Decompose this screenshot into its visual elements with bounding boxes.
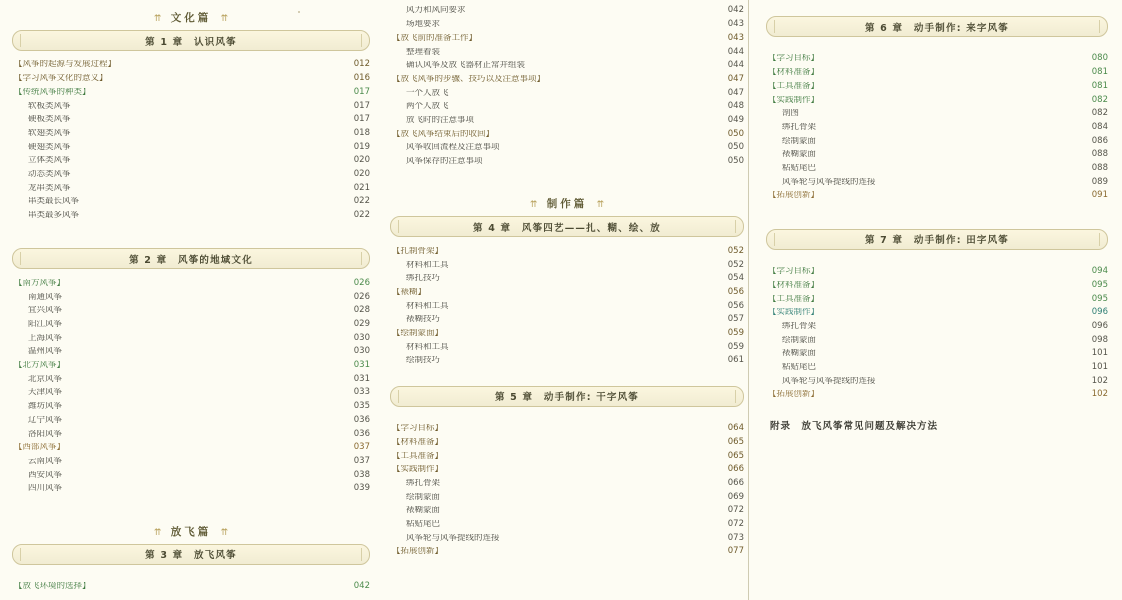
entry-title: 绑扎骨架 xyxy=(406,478,441,488)
list-item[interactable] xyxy=(12,154,370,168)
appendix-title: 附录 放飞风筝常见问题及解决方法 xyxy=(770,420,939,432)
entry-page: 081 xyxy=(1091,80,1108,91)
entry-title: 放飞时的注意事项 xyxy=(406,116,475,125)
entry-page: 057 xyxy=(727,314,744,325)
ornament-icon-right: ⇈ xyxy=(220,527,229,538)
entry-page: 082 xyxy=(1091,94,1108,105)
entry-title: 【学习目标】 xyxy=(768,54,820,64)
entry-page: 019 xyxy=(353,141,370,152)
entry-title: 【放飞风筝结束后的收回】 xyxy=(392,129,495,139)
entry-page: 036 xyxy=(353,414,370,425)
list-item[interactable] xyxy=(766,66,1108,80)
list-item[interactable] xyxy=(766,306,1108,320)
entry-title: 【实践制作】 xyxy=(768,95,820,105)
entry-page: 088 xyxy=(1091,163,1108,174)
list-item[interactable] xyxy=(390,354,744,368)
entry-title: 风筝轮与风筝提线的连接 xyxy=(406,533,500,543)
chapter-bar-2[interactable] xyxy=(12,248,370,269)
entry-page: 056 xyxy=(727,286,744,297)
entry-title: 【风筝的起源与发展过程】 xyxy=(14,60,117,70)
entry-page: 091 xyxy=(1091,190,1108,201)
chapter-title-6: 第 6 章 动手制作: 来字风筝 xyxy=(864,22,1010,34)
entry-title: 【学习目标】 xyxy=(392,424,444,434)
entry-page: 033 xyxy=(353,387,370,398)
column-left xyxy=(6,4,380,600)
entry-title: 串类最多风筝 xyxy=(28,211,80,221)
entry-page: 022 xyxy=(353,196,370,207)
entry-title: 粘贴尾巴 xyxy=(406,520,441,529)
list-item[interactable] xyxy=(390,59,744,73)
entry-page: 028 xyxy=(353,305,370,316)
entry-title: 【实践制作】 xyxy=(392,465,444,475)
entry-page: 026 xyxy=(353,291,370,302)
list-item[interactable] xyxy=(390,463,744,477)
list-item[interactable] xyxy=(12,482,370,496)
entry-page: 043 xyxy=(727,19,744,30)
entry-page: 050 xyxy=(727,156,744,167)
list-item[interactable] xyxy=(390,86,744,100)
list-item[interactable] xyxy=(390,449,744,463)
entry-page: 054 xyxy=(727,273,744,284)
entry-title: 【材料准备】 xyxy=(392,437,444,447)
entry-page: 050 xyxy=(727,142,744,153)
entry-title: 绘制技巧 xyxy=(406,356,441,366)
toc-group-ch1 xyxy=(12,58,370,222)
list-item[interactable] xyxy=(12,168,370,182)
list-item[interactable] xyxy=(766,79,1108,93)
entry-title: 南通风筝 xyxy=(28,292,63,302)
entry-page: 065 xyxy=(727,450,744,461)
entry-title: 【拓展创新】 xyxy=(768,191,820,201)
list-item[interactable] xyxy=(766,93,1108,107)
entry-page: 044 xyxy=(727,60,744,71)
entry-title: 绘制蒙面 xyxy=(782,136,817,146)
part-banner-flying xyxy=(12,524,370,539)
list-item[interactable] xyxy=(12,318,370,332)
entry-title: 动态类风筝 xyxy=(28,170,71,179)
list-item[interactable] xyxy=(12,181,370,195)
entry-page: 048 xyxy=(727,101,744,112)
ornament-icon-left: ⇈ xyxy=(153,527,162,538)
entry-title: 材料和工具 xyxy=(406,301,449,311)
entry-title: 西安风筝 xyxy=(28,470,63,480)
entry-page: 072 xyxy=(727,519,744,530)
entry-page: 086 xyxy=(1091,135,1108,146)
list-item[interactable] xyxy=(12,413,370,427)
entry-title: 串类最长风筝 xyxy=(28,197,80,207)
entry-title: 硬板类风筝 xyxy=(28,115,71,125)
entry-title: 【实践制作】 xyxy=(768,308,820,318)
list-item[interactable] xyxy=(12,400,370,414)
chapter-title-4: 第 4 章 风筝四艺——扎、糊、绘、放 xyxy=(472,222,662,234)
list-item[interactable] xyxy=(390,114,744,128)
list-item[interactable] xyxy=(12,195,370,209)
list-item[interactable] xyxy=(390,244,744,258)
list-item[interactable] xyxy=(766,162,1108,176)
entry-page: 096 xyxy=(1091,307,1108,318)
entry-title: 宜兴风筝 xyxy=(28,306,63,316)
entry-page: 089 xyxy=(1091,176,1108,187)
entry-page: 098 xyxy=(1091,334,1108,345)
entry-title: 【材料准备】 xyxy=(768,280,820,290)
ornament-icon-left: ⇈ xyxy=(153,14,162,24)
list-item[interactable] xyxy=(390,18,744,32)
entry-page: 077 xyxy=(727,546,744,557)
entry-title: 【放飞前的准备工作】 xyxy=(392,33,478,43)
entry-page: 022 xyxy=(353,210,370,221)
entry-title: 软板类风筝 xyxy=(28,101,71,111)
entry-title: 风筝轮与风筝提线的连接 xyxy=(782,376,876,386)
entry-page: 084 xyxy=(1091,121,1108,132)
chapter-bar-6[interactable] xyxy=(766,16,1108,37)
entry-page: 066 xyxy=(727,464,744,475)
entry-title: 【工具准备】 xyxy=(768,294,820,304)
list-item[interactable] xyxy=(766,134,1108,148)
list-item[interactable] xyxy=(390,490,744,504)
entry-page: 101 xyxy=(1091,348,1108,359)
entry-title: 【工具准备】 xyxy=(768,81,820,91)
entry-page: 018 xyxy=(353,127,370,138)
entry-title: 绘制蒙面 xyxy=(782,335,817,345)
list-item[interactable] xyxy=(766,189,1108,203)
entry-title: 确认风筝及放飞器材正常并组装 xyxy=(406,61,526,71)
list-item[interactable] xyxy=(390,4,744,18)
entry-title: 【工具准备】 xyxy=(392,451,444,461)
entry-page: 038 xyxy=(353,469,370,480)
list-item[interactable] xyxy=(766,292,1108,306)
list-item[interactable] xyxy=(390,340,744,354)
list-item[interactable] xyxy=(766,347,1108,361)
entry-page: 030 xyxy=(353,332,370,343)
chapter-bar-4[interactable] xyxy=(390,216,744,237)
list-item[interactable] xyxy=(390,100,744,114)
chapter-bar-5[interactable] xyxy=(390,386,744,407)
list-item[interactable] xyxy=(12,468,370,482)
entry-title: 【放飞风筝的步骤、技巧以及注意事项】 xyxy=(392,74,546,84)
list-item[interactable] xyxy=(390,272,744,286)
list-item[interactable] xyxy=(12,113,370,127)
entry-page: 049 xyxy=(727,115,744,126)
list-item[interactable] xyxy=(390,422,744,436)
toc-group-ch5 xyxy=(390,422,744,559)
list-item[interactable] xyxy=(12,72,370,86)
entry-page: 096 xyxy=(1091,320,1108,331)
entry-page: 012 xyxy=(353,59,370,70)
list-item[interactable] xyxy=(12,99,370,113)
chapter-bar-1[interactable] xyxy=(12,30,370,51)
list-item[interactable] xyxy=(390,477,744,491)
list-item[interactable] xyxy=(12,140,370,154)
list-item[interactable] xyxy=(12,58,370,72)
entry-title: 温州风筝 xyxy=(28,347,63,357)
list-item[interactable] xyxy=(766,388,1108,402)
list-item[interactable] xyxy=(766,320,1108,334)
list-item[interactable] xyxy=(12,85,370,99)
list-item[interactable] xyxy=(766,121,1108,135)
entry-page: 016 xyxy=(353,73,370,84)
entry-title: 四川风筝 xyxy=(28,484,63,494)
entry-page: 021 xyxy=(353,182,370,193)
entry-page: 095 xyxy=(1091,293,1108,304)
chapter-bar-3[interactable] xyxy=(12,544,370,565)
entry-page: 042 xyxy=(727,5,744,16)
entry-title: 【北方风筝】 xyxy=(14,361,66,370)
chapter-title-2: 第 2 章 风筝的地域文化 xyxy=(129,254,253,266)
entry-page: 094 xyxy=(1091,266,1108,277)
entry-title: 【学习风筝文化的意义】 xyxy=(14,74,108,84)
entry-title: 一个人放飞 xyxy=(406,88,449,98)
list-item[interactable] xyxy=(12,127,370,141)
list-item[interactable] xyxy=(390,73,744,87)
entry-title: 裱糊蒙面 xyxy=(406,506,441,516)
entry-page: 039 xyxy=(353,483,370,494)
entry-title: 辽宁风筝 xyxy=(28,415,63,425)
entry-page: 069 xyxy=(727,491,744,502)
entry-title: 阳江风筝 xyxy=(28,319,63,329)
entry-title: 云南风筝 xyxy=(28,456,63,466)
entry-page: 036 xyxy=(353,428,370,439)
list-item[interactable] xyxy=(766,361,1108,375)
list-item[interactable] xyxy=(390,286,744,300)
entry-title: 【扎制骨架】 xyxy=(392,246,444,256)
entry-page: 052 xyxy=(727,245,744,256)
toc-group-ch6 xyxy=(766,52,1108,203)
list-item[interactable] xyxy=(390,327,744,341)
list-item[interactable] xyxy=(766,52,1108,66)
list-item[interactable] xyxy=(12,580,370,594)
entry-page: 029 xyxy=(353,318,370,329)
entry-page: 081 xyxy=(1091,67,1108,78)
toc-group-ch2 xyxy=(12,276,370,495)
list-item[interactable] xyxy=(766,148,1108,162)
entry-title: 绑扎技巧 xyxy=(406,274,441,284)
entry-page: 088 xyxy=(1091,149,1108,160)
list-item[interactable] xyxy=(12,427,370,441)
entry-title: 整理着装 xyxy=(406,47,441,57)
part-banner-culture xyxy=(12,10,370,25)
list-item[interactable] xyxy=(390,531,744,545)
entry-title: 【拓展创新】 xyxy=(392,547,444,557)
entry-title: 材料和工具 xyxy=(406,260,449,270)
entry-title: 风筝保存的注意事项 xyxy=(406,157,483,167)
entry-title: 【材料准备】 xyxy=(768,68,820,78)
entry-page: 047 xyxy=(727,73,744,84)
entry-title: 【拓展创新】 xyxy=(768,390,820,400)
entry-title: 场地要求 xyxy=(406,20,441,30)
entry-title: 立体类风筝 xyxy=(28,156,71,166)
list-item[interactable] xyxy=(12,290,370,304)
entry-title: 粘贴尾巴 xyxy=(782,363,817,372)
entry-page: 037 xyxy=(353,455,370,466)
entry-title: 软翅类风筝 xyxy=(28,128,71,138)
entry-page: 037 xyxy=(353,442,370,453)
list-item[interactable] xyxy=(390,155,744,169)
ornament-icon-right: ⇈ xyxy=(596,200,605,211)
entry-page: 052 xyxy=(727,259,744,270)
chapter-bar-7[interactable] xyxy=(766,229,1108,250)
entry-title: 【南方风筝】 xyxy=(14,278,66,288)
entry-title: 【绘制蒙面】 xyxy=(392,329,444,338)
part-banner-making xyxy=(390,196,744,211)
list-item[interactable] xyxy=(766,374,1108,388)
list-item[interactable] xyxy=(766,278,1108,292)
entry-title: 剖图 xyxy=(782,109,800,119)
entry-page: 082 xyxy=(1091,108,1108,119)
entry-page: 020 xyxy=(353,169,370,180)
part-title: 放飞篇 xyxy=(170,525,212,538)
entry-page: 042 xyxy=(353,581,370,592)
list-item[interactable] xyxy=(390,127,744,141)
entry-page: 044 xyxy=(727,46,744,57)
entry-page: 017 xyxy=(353,100,370,111)
entry-page: 080 xyxy=(1091,53,1108,64)
entry-page: 030 xyxy=(353,346,370,357)
entry-page: 026 xyxy=(353,277,370,288)
list-item[interactable] xyxy=(12,276,370,290)
entry-title: 绘制蒙面 xyxy=(406,492,441,502)
list-item[interactable] xyxy=(12,331,370,345)
entry-title: 绑扎骨架 xyxy=(782,122,817,132)
chapter-title-3: 第 3 章 放飞风筝 xyxy=(145,550,237,562)
entry-title: 【放飞环境的选择】 xyxy=(14,582,91,591)
entry-page: 072 xyxy=(727,505,744,516)
entry-title: 两个人放飞 xyxy=(406,102,449,112)
entry-page: 017 xyxy=(353,114,370,125)
entry-title: 风筝收回流程及注意事项 xyxy=(406,143,500,153)
entry-page: 050 xyxy=(727,128,744,139)
list-item[interactable] xyxy=(12,359,370,373)
entry-page: 043 xyxy=(727,32,744,43)
entry-title: 裱糊技巧 xyxy=(406,315,441,325)
part-title: 文化篇 xyxy=(170,12,212,24)
entry-page: 031 xyxy=(353,373,370,384)
entry-page: 064 xyxy=(727,423,744,434)
entry-title: 风力和风向要求 xyxy=(406,6,466,16)
list-item[interactable] xyxy=(12,441,370,455)
entry-title: 天津风筝 xyxy=(28,388,63,398)
entry-page: 102 xyxy=(1091,389,1108,400)
entry-page: 059 xyxy=(727,341,744,352)
entry-title: 风筝轮与风筝提线的连接 xyxy=(782,177,876,187)
list-item[interactable] xyxy=(766,265,1108,279)
list-item[interactable] xyxy=(390,299,744,313)
entry-page: 031 xyxy=(353,360,370,371)
entry-page: 059 xyxy=(727,328,744,339)
list-item[interactable] xyxy=(390,545,744,559)
ornament-icon-left: ⇈ xyxy=(529,200,538,211)
toc-group-ch3-cont xyxy=(390,4,744,168)
list-item[interactable] xyxy=(12,455,370,469)
list-item[interactable] xyxy=(390,435,744,449)
entry-title: 上海风筝 xyxy=(28,333,63,343)
toc-group-ch7 xyxy=(766,265,1108,402)
entry-title: 【学习目标】 xyxy=(768,267,820,277)
chapter-title-7: 第 7 章 动手制作: 田字风筝 xyxy=(864,235,1010,247)
list-item[interactable] xyxy=(390,313,744,327)
entry-page: 061 xyxy=(727,355,744,366)
list-item[interactable] xyxy=(390,45,744,59)
entry-title: 【裱糊】 xyxy=(392,287,427,297)
list-item[interactable] xyxy=(390,258,744,272)
list-item[interactable] xyxy=(766,107,1108,121)
entry-page: 102 xyxy=(1091,375,1108,386)
entry-title: 裱糊蒙面 xyxy=(782,349,817,359)
chapter-title-1: 第 1 章 认识风筝 xyxy=(145,36,237,48)
entry-page: 066 xyxy=(727,477,744,488)
entry-page: 017 xyxy=(353,86,370,97)
entry-title: 【传统风筝的种类】 xyxy=(14,87,91,97)
list-item[interactable] xyxy=(12,209,370,223)
entry-page: 020 xyxy=(353,155,370,166)
list-item[interactable] xyxy=(12,345,370,359)
entry-title: 硬翅类风筝 xyxy=(28,142,71,152)
entry-title: 粘贴尾巴 xyxy=(782,164,817,173)
entry-title: 龙串类风筝 xyxy=(28,183,71,193)
list-item[interactable] xyxy=(390,31,744,45)
toc-group-ch3 xyxy=(12,580,370,594)
part-title: 制作篇 xyxy=(546,198,588,211)
entry-page: 056 xyxy=(727,300,744,311)
entry-title: 裱糊蒙面 xyxy=(782,150,817,160)
entry-title: 绑扎骨架 xyxy=(782,321,817,331)
list-item[interactable] xyxy=(390,504,744,518)
entry-page: 035 xyxy=(353,401,370,412)
entry-page: 047 xyxy=(727,87,744,98)
list-item[interactable] xyxy=(12,372,370,386)
list-item[interactable] xyxy=(766,175,1108,189)
entry-title: 材料和工具 xyxy=(406,342,449,352)
entry-page: 095 xyxy=(1091,279,1108,290)
column-right xyxy=(754,4,1114,600)
list-item[interactable] xyxy=(766,333,1108,347)
entry-page: 073 xyxy=(727,532,744,543)
list-item[interactable] xyxy=(12,304,370,318)
entry-page: 101 xyxy=(1091,362,1108,373)
column-middle xyxy=(380,4,754,600)
ornament-icon-right: ⇈ xyxy=(220,14,229,24)
toc-group-ch4 xyxy=(390,244,744,367)
entry-page: 065 xyxy=(727,436,744,447)
list-item[interactable] xyxy=(12,386,370,400)
entry-title: 潍坊风筝 xyxy=(28,402,63,412)
chapter-title-5: 第 5 章 动手制作: 干字风筝 xyxy=(494,392,640,404)
list-item[interactable] xyxy=(390,141,744,155)
entry-title: 北京风筝 xyxy=(28,374,63,384)
entry-title: 【西部风筝】 xyxy=(14,443,66,453)
entry-title: 洛阳风筝 xyxy=(28,429,63,439)
list-item[interactable] xyxy=(390,518,744,532)
